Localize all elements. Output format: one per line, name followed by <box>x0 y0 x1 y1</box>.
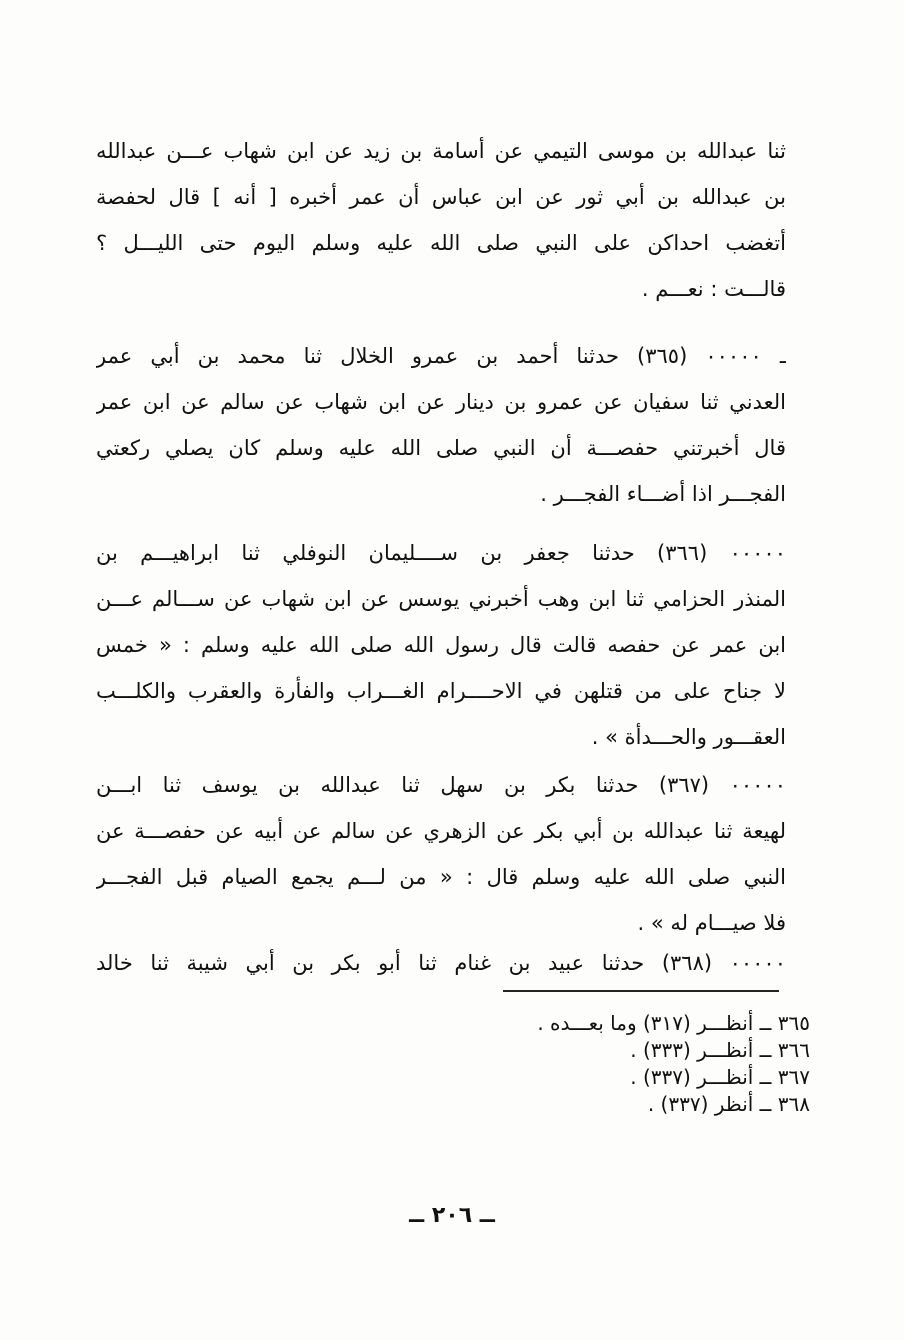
text-line: ٠٠٠٠٠ (٣٦٦) حدثنا جعفر بن ســــليمان النوفلي ثنا ابراهيـــم بن <box>96 541 786 565</box>
text-line: ثنا عبدالله بن موسى التيمي عن أسامة بن زيد عن ابن شهاب عـــن عبدالله <box>96 139 786 163</box>
text-line: قال أخبرتني حفصـــة أن النبي صلى الله عليه وسلم كان يصلي ركعتي <box>96 436 786 460</box>
hadith-paragraph-367 <box>96 762 786 946</box>
footnote-368: ٣٦٨ ــ أنظر (٣٣٧) . <box>647 1092 810 1116</box>
footnote-366: ٣٦٦ ــ أنظـــر (٣٣٣) . <box>630 1038 810 1062</box>
text-line: أتغضب احداكن على النبي صلى الله عليه وسلم اليوم حتى الليـــل ؟ <box>96 231 786 255</box>
text-line: ٠٠٠٠٠ (٣٦٨) حدثنا عبيد بن غنام ثنا أبو بكر بن أبي شيبة ثنا خالد <box>96 951 786 975</box>
text-line: بن عبدالله بن أبي ثور عن ابن عباس أن عمر أخبره [ أنه ] قال لحفصة <box>96 185 786 209</box>
hadith-paragraph-365 <box>96 333 786 517</box>
text-line: النبي صلى الله عليه وسلم قال : « من لـــم يجمع الصيام قبل الفجـــر <box>96 865 786 889</box>
text-line: العقـــور والحـــدأة » . <box>591 725 786 749</box>
text-line: ٠٠٠٠٠ (٣٦٧) حدثنا بكر بن سهل ثنا عبدالله بن يوسف ثنا ابـــن <box>96 773 786 797</box>
footnotes <box>440 1010 810 1118</box>
hadith-paragraph-364-continuation <box>96 128 786 312</box>
text-line: ابن عمر عن حفصه قالت قال رسول الله صلى الله عليه وسلم : « خمس <box>96 633 786 657</box>
footnote-365: ٣٦٥ ــ أنظـــر (٣١٧) وما بعـــده . <box>537 1011 810 1035</box>
footnote-separator <box>503 990 779 992</box>
footnote-367: ٣٦٧ ــ أنظـــر (٣٣٧) . <box>630 1065 810 1089</box>
hadith-paragraph-366 <box>96 530 786 760</box>
text-line: فلا صيـــام له » . <box>637 911 786 935</box>
page-number: ــ ٢٠٦ ــ <box>409 1203 495 1228</box>
hadith-paragraph-368 <box>96 940 786 986</box>
text-line: لا جناح على من قتلهن في الاحــــرام الغـــراب والفأرة والعقرب والكلـــب <box>96 679 786 703</box>
text-line: قالـــت : نعـــم . <box>641 277 786 301</box>
text-line: العدني ثنا سفيان عن عمرو بن دينار عن ابن شهاب عن سالم عن ابن عمر <box>96 390 786 414</box>
text-line: الفجـــر اذا أضـــاء الفجـــر . <box>540 482 786 506</box>
text-line: لهيعة ثنا عبدالله بن أبي بكر عن الزهري عن سالم عن أبيه عن حفصـــة عن <box>96 819 786 843</box>
text-line: ـ ٠٠٠٠٠ (٣٦٥) حدثنا أحمد بن عمرو الخلال ثنا محمد بن أبي عمر <box>96 344 786 368</box>
text-line: المنذر الحزامي ثنا ابن وهب أخبرني يوسس عن ابن شهاب عن ســـالم عـــن <box>96 587 786 611</box>
